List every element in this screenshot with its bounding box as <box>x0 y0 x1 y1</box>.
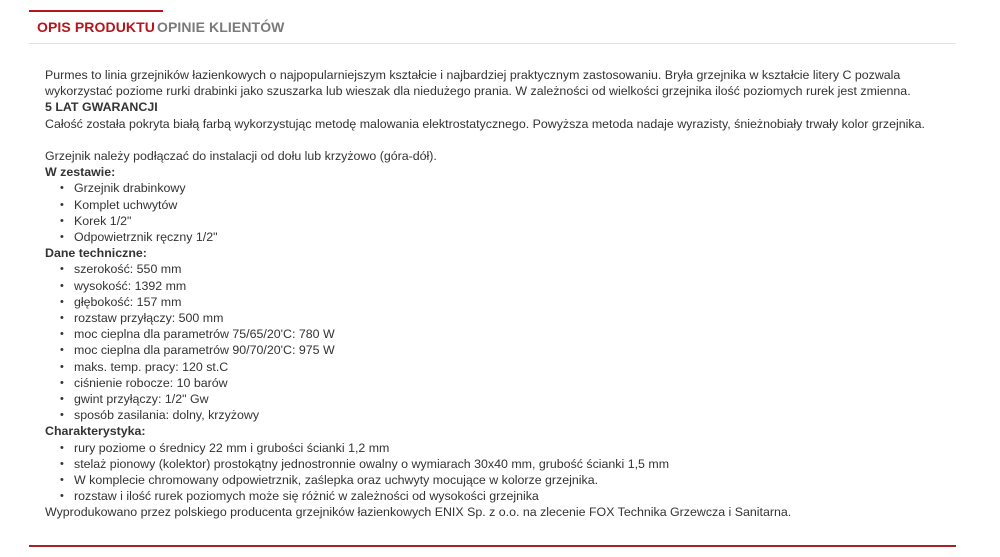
list-item: • Komplet uchwytów <box>74 197 945 213</box>
list-item: • sposób zasilania: dolny, krzyżowy <box>74 407 945 423</box>
list-item: • rozstaw przyłączy: 500 mm <box>74 310 945 326</box>
list-item: • ciśnienie robocze: 10 barów <box>74 375 945 391</box>
spacer <box>45 132 945 148</box>
tab-customer-reviews[interactable]: OPINIE KLIENTÓW <box>157 19 285 35</box>
coating-text: Całość została pokryta białą farbą wykorzystując metodę malowania elektrostatycznego. Powyższa metoda nadaje wyrazisty, śnieżnobiały trwały kolor grzejnika. <box>45 116 925 131</box>
list-item: • stelaż pionowy (kolektor) prostokątny jednostronnie owalny o wymiarach 30x40 mm, grubość ścianki 1,5 mm <box>74 456 945 472</box>
list-item: • wysokość: 1392 mm <box>74 278 945 294</box>
list-item: • szerokość: 550 mm <box>74 261 945 277</box>
list-item: • Odpowietrznik ręczny 1/2" <box>74 229 945 245</box>
connection-text: Grzejnik należy podłączać do instalacji od dołu lub krzyżowo (góra-dół). <box>45 149 437 163</box>
list-item: • Grzejnik drabinkowy <box>74 180 945 196</box>
intro-text: Purmes to linia grzejników łazienkowych o najpopularniejszym kształcie i najbardziej praktycznym zastosowaniu. Bryła grzejnika w kształcie litery C pozwala wykorzystać poziome rurki drabinki jako szuszarka lub wieszak dla niedużego prania. W zależności od wielkości grzejnika ilość poziomych rurek jest zmienna. <box>45 68 911 99</box>
list-item: • maks. temp. pracy: 120 st.C <box>74 359 945 375</box>
characteristics-heading: Charakterystyka: <box>45 424 146 439</box>
tab-product-description[interactable]: OPIS PRODUKTU <box>29 10 163 42</box>
producer-text: Wyprodukowano przez polskiego producenta grzejników łazienkowych ENIX Sp. z o.o. na zlecenie FOX Technika Grzewcza i Sanitarna. <box>45 505 792 520</box>
list-item: • rury poziome o średnicy 22 mm i grubości ścianki 1,2 mm <box>74 440 945 456</box>
list-item: • rozstaw i ilość rurek poziomych może się różnić w zależności od wysokości grzejnika <box>74 488 945 504</box>
list-item: • moc cieplna dla parametrów 90/70/20'C: 975 W <box>74 342 945 358</box>
set-list <box>45 180 945 245</box>
list-item: • W komplecie chromowany odpowietrznik, zaślepka oraz uchwyty mocujące w kolorze grzejnika. <box>74 472 945 488</box>
characteristics-list <box>45 440 945 505</box>
warranty-text: 5 LAT GWARANCJI <box>45 100 158 115</box>
tech-heading: Dane techniczne: <box>45 246 147 261</box>
product-description <box>45 67 945 521</box>
set-heading: W zestawie: <box>45 165 116 180</box>
list-item: • Korek 1/2" <box>74 213 945 229</box>
list-item: • moc cieplna dla parametrów 75/65/20'C: 780 W <box>74 326 945 342</box>
bottom-divider <box>29 545 956 547</box>
list-item: • gwint przyłączy: 1/2" Gw <box>74 391 945 407</box>
list-item: • głębokość: 157 mm <box>74 294 945 310</box>
product-tabs <box>29 12 956 44</box>
tech-list <box>45 261 945 423</box>
